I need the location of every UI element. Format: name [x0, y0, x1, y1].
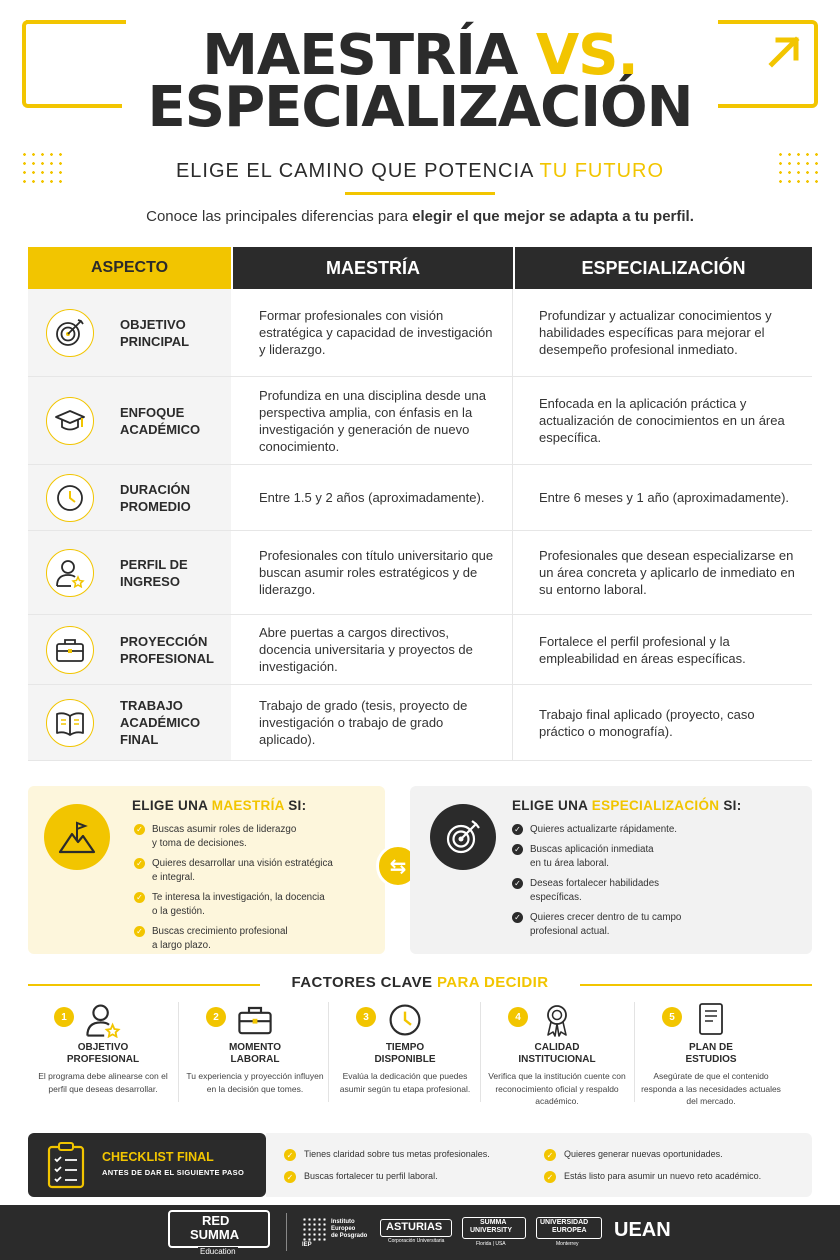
comparison-table [28, 247, 812, 761]
ue-line1: UNIVERSIDAD [540, 1219, 589, 1226]
list-item [512, 843, 681, 871]
list-item [134, 925, 333, 953]
cell-especializacion: Enfocada en la aplicación práctica y actualización de conocimientos en un área específica. [539, 396, 785, 445]
maestria-heading-accent: MAESTRÍA [211, 798, 285, 813]
subtitle-main: ELIGE EL CAMINO QUE POTENCIA [175, 160, 534, 182]
table-header [28, 247, 812, 289]
iep-line1: Instituto [331, 1219, 355, 1225]
summa-line2: UNIVERSITY [470, 1227, 513, 1234]
maestria-heading-end: SI: [288, 798, 307, 813]
list-item [512, 823, 681, 837]
summa-line1: SUMMA [480, 1219, 507, 1226]
title-especializacion: ESPECIALIZACIÓN [147, 75, 693, 140]
red-summa-line2: SUMMA [190, 1227, 240, 1242]
list-item [134, 891, 333, 919]
factor-description: Evalúa la dedicación que puedes asumir según tu etapa profesional. [339, 1071, 471, 1094]
factor-number: 5 [662, 1007, 682, 1027]
intro-bold: elegir el que mejor se adapta a tu perfil. [412, 208, 694, 225]
table-row [28, 531, 812, 615]
ue-sub: Monterrey [556, 1241, 579, 1247]
cell-especializacion: Profesionales que desean especializarse en un área concreta y aplicarlo de inmediato en su entorno laboral. [539, 548, 795, 597]
table-row [28, 685, 812, 761]
aspect-label: OBJETIVO PRINCIPAL [120, 316, 190, 349]
list-item [512, 911, 681, 939]
subtitle [0, 160, 840, 183]
cell-aspect [28, 289, 231, 376]
user-star-icon [83, 1002, 123, 1038]
factors-title-plain: FACTORES CLAVE [291, 974, 433, 991]
user-star-icon [46, 549, 94, 597]
cell-maestria: Abre puertas a cargos directivos, docencia universitaria y proyectos de investigación. [233, 615, 513, 684]
factor-title: TIEMPO DISPONIBLE [374, 1042, 436, 1065]
document-icon [691, 1002, 731, 1038]
list-item-text: Buscas aplicación inmediata en tu área laboral. [530, 844, 654, 869]
maestria-heading-plain: ELIGE UNA [132, 798, 208, 813]
checklist-item [284, 1149, 490, 1159]
checklist-item-text: Estás listo para asumir un nuevo reto académico. [564, 1171, 762, 1181]
red-summa-logo [168, 1210, 270, 1248]
subtitle-accent: TU FUTURO [539, 160, 665, 182]
factor-title: MOMENTO LABORAL [228, 1042, 282, 1065]
table-row [28, 289, 812, 377]
table-row [28, 465, 812, 531]
factor-number: 2 [206, 1007, 226, 1027]
cell-especializacion: Entre 6 meses y 1 año (aproximadamente). [539, 490, 790, 505]
check-icon: ✓ [284, 1171, 296, 1183]
choose-especializacion-box [410, 786, 812, 954]
especializacion-heading-end: SI: [723, 798, 742, 813]
factor-separator [178, 1002, 179, 1102]
list-item [134, 857, 333, 885]
header-aspecto: ASPECTO [28, 247, 231, 289]
check-icon: ✓ [512, 844, 523, 855]
checklist-header-box [28, 1133, 266, 1197]
list-item-text: Buscas crecimiento profesional a largo plazo. [152, 926, 288, 951]
table-row [28, 377, 812, 465]
list-item [512, 877, 681, 905]
book-icon [46, 699, 94, 747]
iep-line2: Europeo [331, 1226, 356, 1232]
list-item-text: Deseas fortalecer habilidades específicas. [530, 878, 660, 903]
factor-description: Tu experiencia y proyección influyen en la decisión que tomes. [186, 1071, 324, 1094]
title-vs: VS. [535, 23, 638, 88]
intro-plain: Conoce las principales diferencias para [146, 208, 408, 225]
asturias-text: ASTURIAS [386, 1221, 443, 1233]
list-item [134, 823, 333, 851]
factor-title: PLAN DE ESTUDIOS [685, 1042, 737, 1065]
header-especializacion: ESPECIALIZACIÓN [515, 247, 812, 289]
clipboard-checklist-icon [46, 1141, 86, 1189]
checklist-item-text: Quieres generar nuevas oportunidades. [564, 1149, 723, 1159]
factor-separator [480, 1002, 481, 1102]
factors-title-accent: PARA DECIDIR [437, 974, 549, 991]
checklist-subtitle: ANTES DE DAR EL SIGUIENTE PASO [102, 1168, 245, 1177]
factor-description: El programa debe alinearse con el perfil que deseas desarrollar. [38, 1071, 168, 1094]
checklist-title: CHECKLIST FINAL [102, 1150, 214, 1164]
especializacion-reasons-list [512, 823, 681, 945]
header-maestria: MAESTRÍA [233, 247, 513, 289]
footer [0, 1205, 840, 1260]
aspect-label: TRABAJO ACADÉMICO FINAL [120, 698, 201, 747]
cell-aspect [28, 685, 231, 760]
cell-aspect [28, 377, 231, 464]
check-icon: ✓ [512, 878, 523, 889]
briefcase-icon [46, 626, 94, 674]
cell-especializacion: Profundizar y actualizar conocimientos y habilidades específicas para mejorar el desempeño profesional inmediato. [539, 308, 772, 357]
check-icon: ✓ [284, 1149, 296, 1161]
factor-number: 4 [508, 1007, 528, 1027]
ue-line2: EUROPEA [552, 1227, 587, 1234]
target-icon [430, 804, 496, 870]
cell-maestria: Entre 1.5 y 2 años (aproximadamente). [233, 465, 513, 530]
checklist-item-text: Tienes claridad sobre tus metas profesionales. [304, 1149, 490, 1159]
iep-line3: de Posgrado [331, 1233, 368, 1239]
especializacion-heading-accent: ESPECIALIZACIÓN [591, 798, 720, 813]
factor-description: Asegúrate de que el contenido responda a las necesidades actuales del mercado. [641, 1071, 781, 1106]
check-icon: ✓ [544, 1149, 556, 1161]
factor-description: Verifica que la institución cuente con reconocimiento oficial y respaldo académico. [488, 1071, 626, 1106]
check-icon: ✓ [544, 1171, 556, 1183]
swap-arrows-icon: ⇆ [376, 844, 420, 888]
check-icon: ✓ [512, 824, 523, 835]
graduation-cap-icon [46, 397, 94, 445]
iep-dots-icon [302, 1217, 326, 1241]
factor-separator [328, 1002, 329, 1102]
cell-maestria: Trabajo de grado (tesis, proyecto de investigación o trabajo de grado aplicado). [233, 685, 513, 760]
red-summa-line3: Education [200, 1247, 236, 1256]
check-icon: ✓ [512, 912, 523, 923]
check-icon: ✓ [134, 824, 145, 835]
checklist-items-box [266, 1133, 812, 1197]
aspect-label: PROYECCIÓN PROFESIONAL [120, 633, 214, 666]
list-item-text: Quieres desarrollar una visión estratégica e integral. [152, 858, 333, 883]
aspect-label: PERFIL DE INGRESO [120, 556, 188, 589]
asturias-sub: Corporación Universitaria [388, 1238, 445, 1244]
iep-mark: IEP [302, 1242, 312, 1248]
choose-maestria-box [28, 786, 385, 954]
factors-title [0, 974, 840, 991]
cell-aspect [28, 615, 231, 684]
cell-maestria: Formar profesionales con visión estratégica y capacidad de investigación y liderazgo. [233, 289, 513, 376]
uean-logo: UEAN [614, 1219, 671, 1241]
checklist-item [544, 1171, 761, 1181]
footer-divider [286, 1213, 287, 1251]
cell-aspect [28, 465, 231, 530]
cell-maestria: Profundiza en una disciplina desde una perspectiva amplia, con énfasis en la investigación y generación de nuevo conocimiento. [233, 377, 513, 464]
checklist-item-text: Buscas fortalecer tu perfil laboral. [304, 1171, 438, 1181]
factor-number: 1 [54, 1007, 74, 1027]
cell-especializacion: Trabajo final aplicado (proyecto, caso práctico o monografía). [539, 706, 755, 739]
summa-sub: Florida | USA [476, 1241, 506, 1247]
aspect-label: ENFOQUE ACADÉMICO [120, 404, 201, 437]
list-item-text: Te interesa la investigación, la docencia o la gestión. [152, 892, 325, 917]
cell-especializacion: Fortalece el perfil profesional y la empleabilidad en áreas específicas. [539, 633, 746, 666]
page-title [0, 23, 840, 140]
cell-maestria: Profesionales con título universitario que buscan asumir roles estratégicos y de liderazgo. [233, 531, 513, 614]
factor-title: OBJETIVO PROFESIONAL [66, 1042, 140, 1065]
intro-text [0, 208, 840, 225]
clock-icon [385, 1002, 425, 1038]
table-row [28, 615, 812, 685]
checklist-item [544, 1149, 723, 1159]
briefcase-icon [235, 1002, 275, 1038]
subtitle-underline [345, 192, 495, 195]
title-maestria: MAESTRÍA [202, 23, 518, 88]
clock-icon [46, 474, 94, 522]
especializacion-heading-plain: ELIGE UNA [512, 798, 588, 813]
check-icon: ✓ [134, 892, 145, 903]
checklist-item [284, 1171, 438, 1181]
award-icon [537, 1002, 577, 1038]
cell-aspect [28, 531, 231, 614]
maestria-reasons-list [134, 823, 333, 959]
check-icon: ✓ [134, 926, 145, 937]
red-summa-line1: RED [202, 1213, 230, 1228]
factor-separator [634, 1002, 635, 1102]
list-item-text: Quieres actualizarte rápidamente. [530, 824, 678, 835]
check-icon: ✓ [134, 858, 145, 869]
list-item-text: Buscas asumir roles de liderazgo y toma de decisiones. [152, 824, 297, 849]
mountain-flag-icon [44, 804, 110, 870]
list-item-text: Quieres crecer dentro de tu campo profesional actual. [530, 912, 682, 937]
factor-title: CALIDAD INSTITUCIONAL [518, 1042, 596, 1065]
target-icon [46, 309, 94, 357]
factor-number: 3 [356, 1007, 376, 1027]
aspect-label: DURACIÓN PROMEDIO [120, 481, 191, 514]
